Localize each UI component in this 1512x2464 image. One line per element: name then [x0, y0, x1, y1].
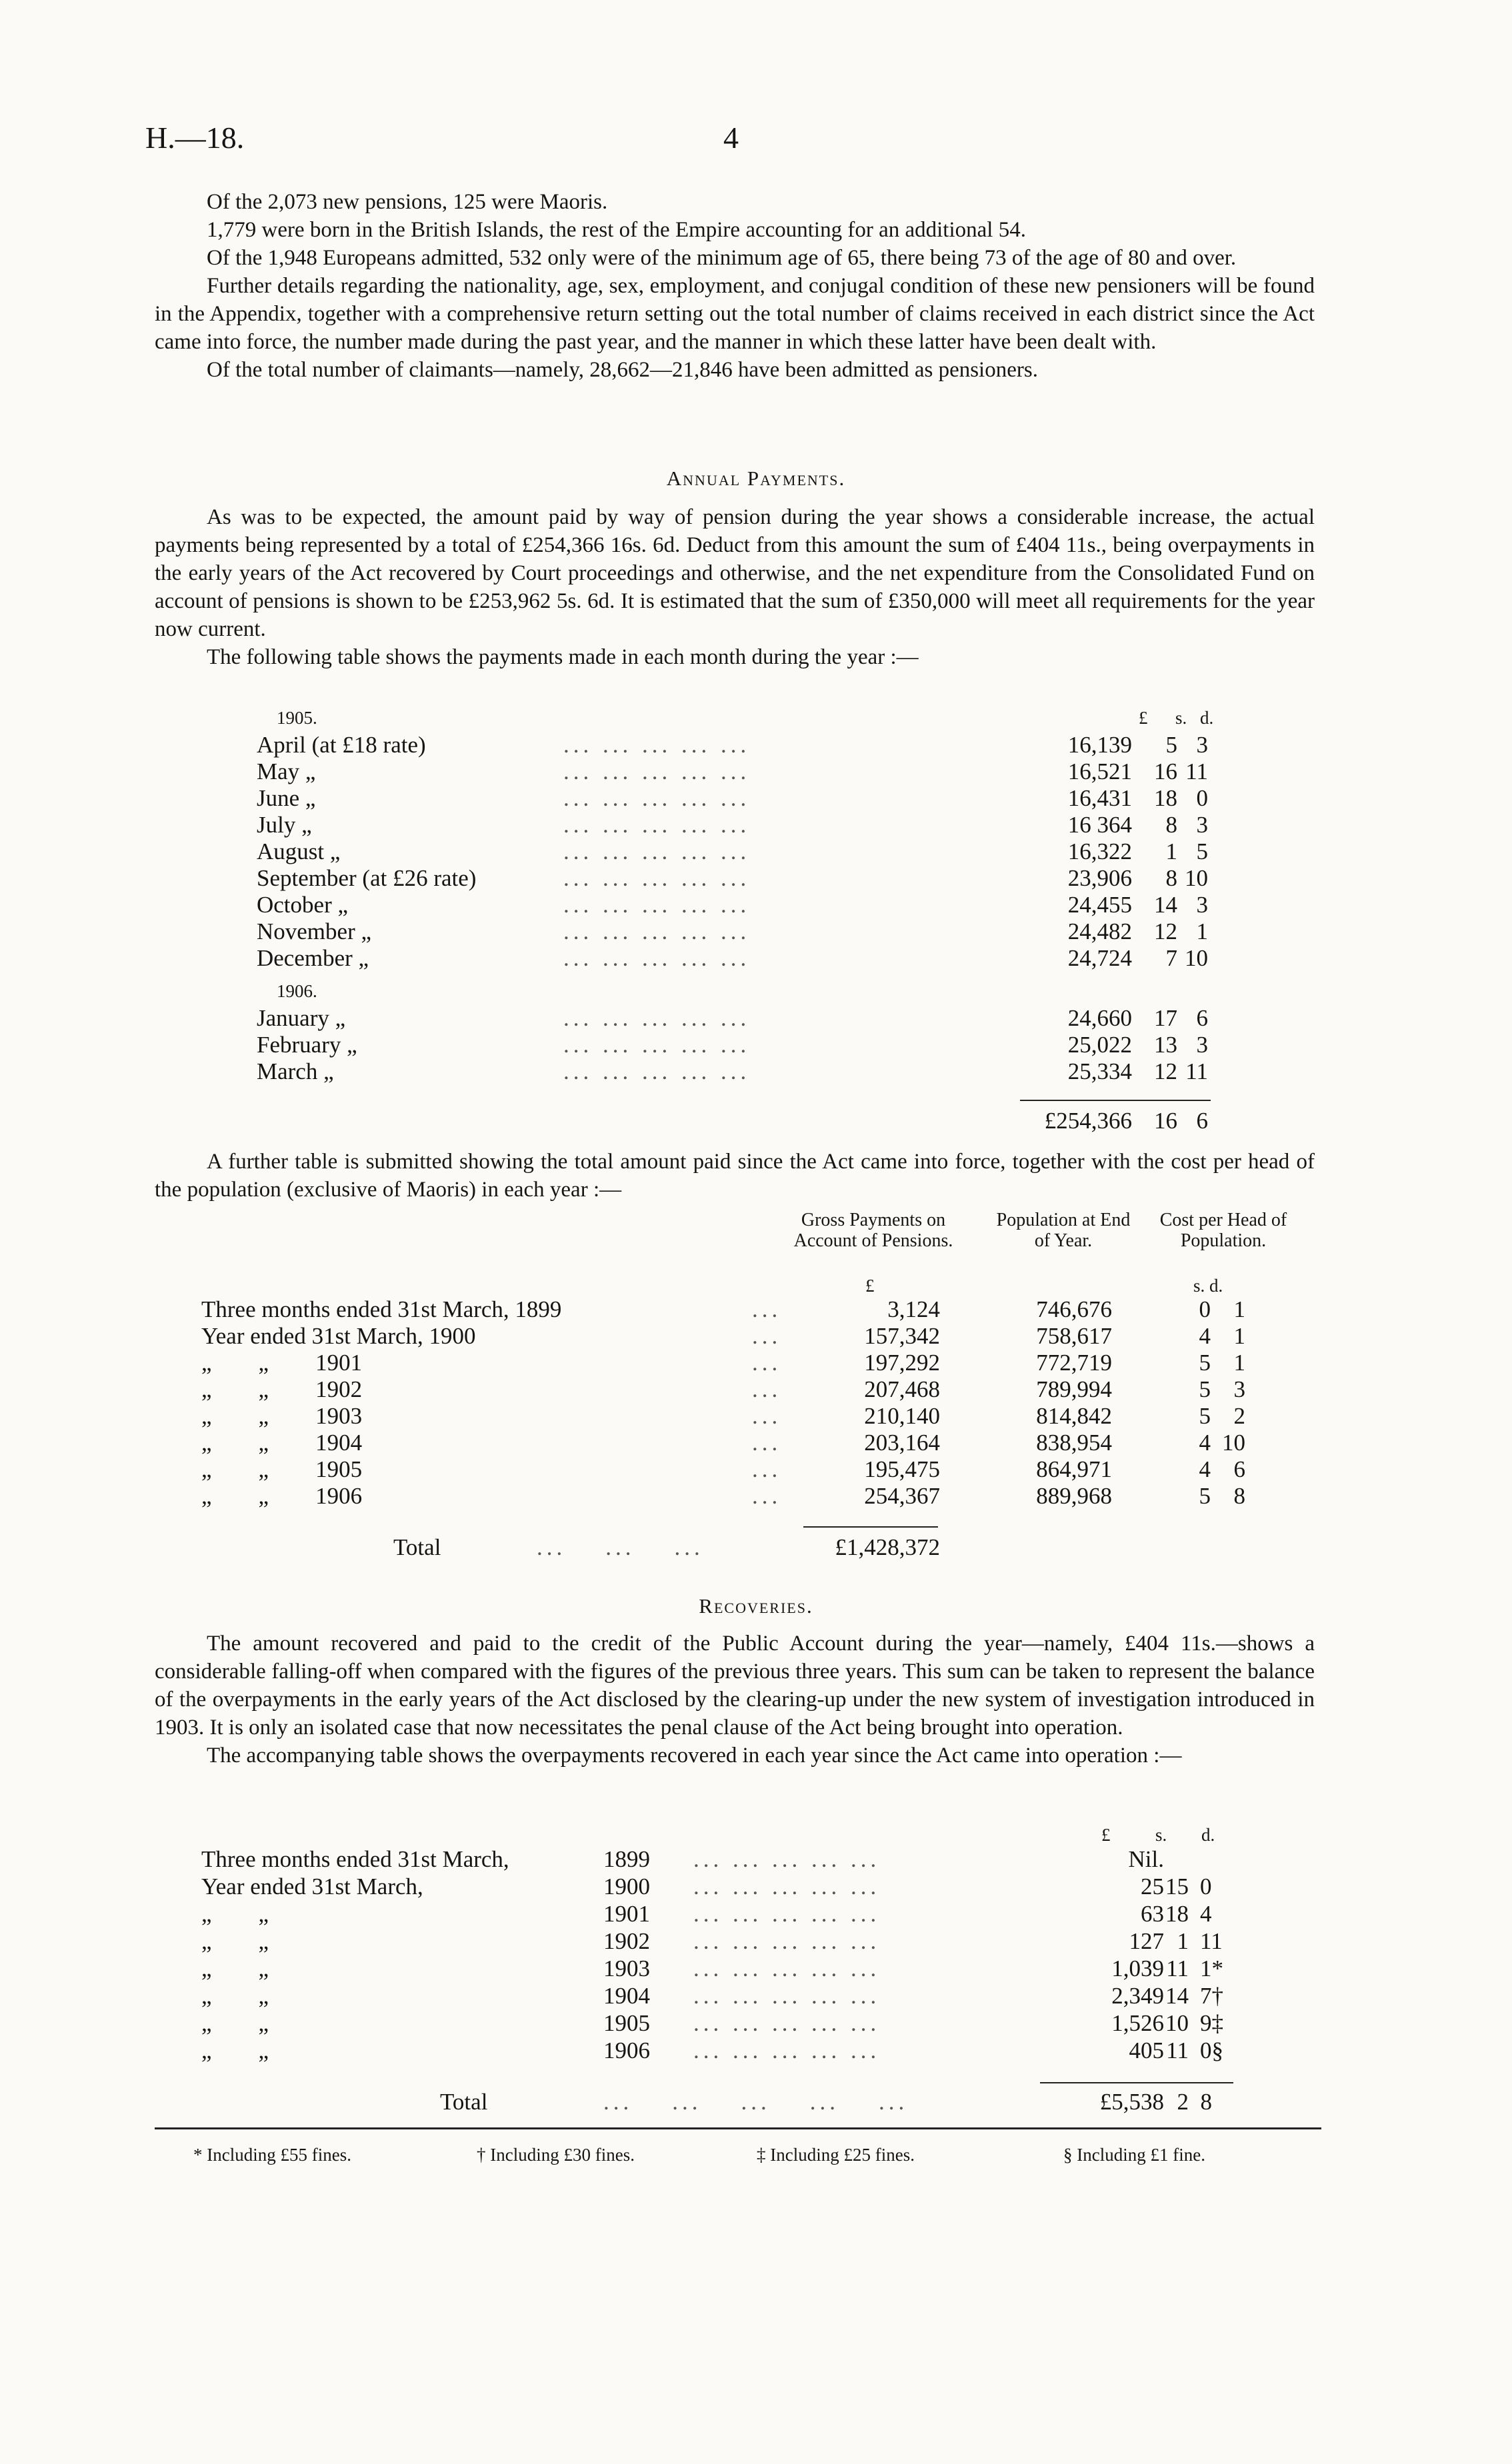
recovery-year: 1901 [603, 1901, 650, 1927]
per-head-total-label: Total [393, 1534, 441, 1560]
per-head-paragraph: A further table is submitted showing the total amount paid since the Act came into force, together with the cost per head of the population (exclusive of Maoris) in each year :— [155, 1150, 1315, 1202]
recovery-shillings: 14 [1165, 1983, 1189, 2009]
per-head-row [0, 1296, 1512, 1323]
footnote-rule [155, 2127, 1321, 2129]
month-pence: 10 [1185, 865, 1208, 891]
recoveries-paragraph: The accompanying table shows the overpayments recovered in each year since the Act came into operation :— [207, 1744, 1182, 1768]
month-pounds: 16,139 [1067, 732, 1132, 758]
recovery-shillings: 18 [1165, 1901, 1189, 1927]
total-rule [1020, 1100, 1211, 1101]
recovery-label: „ „ [201, 1955, 269, 1981]
dot-leader: ... ... ... ... ... [563, 865, 751, 891]
per-head-row [0, 1350, 1512, 1376]
recovery-label: Year ended 31st March, [201, 1873, 423, 1899]
cost-pence: 2 [1233, 1403, 1245, 1429]
month-shillings: 8 [1165, 865, 1177, 891]
dot-leader: ... ... ... ... ... [693, 1928, 881, 1954]
month-pounds: 16,521 [1067, 758, 1132, 784]
month-label: May „ [257, 758, 316, 784]
month-row [0, 732, 1512, 758]
col-pounds-header: £ [1139, 708, 1148, 728]
intro-paragraph: Of the total number of claimants—namely, 28,662—21,846 have been admitted as pensioners. [207, 358, 1038, 382]
month-row [0, 1005, 1512, 1032]
recovery-pence: 7† [1200, 1983, 1223, 2009]
month-shillings: 14 [1154, 892, 1177, 918]
recovery-pence: 1* [1200, 1955, 1223, 1981]
recoveries-title: Recoveries. [699, 1594, 813, 1618]
dot-leader: ... ... ... ... ... [693, 2010, 881, 2036]
dot-leader: ... ... ... ... ... [603, 2089, 909, 2115]
recoveries-text [155, 1630, 1315, 1770]
dot-leader: ... ... ... ... ... [563, 785, 751, 811]
col-shillings-header: s. [1175, 708, 1187, 728]
dot-leader: ... ... ... ... ... [563, 1058, 751, 1084]
month-label: April (at £18 rate) [257, 732, 426, 758]
cost-shillings: 5 [1199, 1376, 1211, 1402]
recovery-row [0, 2010, 1512, 2037]
dot-leader: ... ... ... ... ... [563, 918, 751, 944]
dot-leader: ... [752, 1350, 782, 1376]
recovery-label: „ „ [201, 2037, 269, 2063]
recovery-pounds: 2,349 [1111, 1983, 1164, 2009]
recovery-label: Three months ended 31st March, [201, 1846, 509, 1872]
dot-leader: ... ... ... ... ... [563, 892, 751, 918]
month-pence: 3 [1196, 1032, 1208, 1058]
dot-leader: ... ... ... ... ... [563, 1005, 751, 1031]
dot-leader: ... ... ... ... ... [563, 732, 751, 758]
month-label: July „ [257, 812, 312, 838]
recovery-pounds: 25 [1141, 1873, 1164, 1899]
rec-total-shillings: 2 [1177, 2089, 1189, 2115]
population-value: 814,842 [1036, 1403, 1112, 1429]
per-head-row [0, 1323, 1512, 1350]
month-pence: 3 [1196, 732, 1208, 758]
month-pence: 3 [1196, 812, 1208, 838]
year-label-1906: 1906. [277, 981, 317, 1001]
recovery-pence: 9‡ [1200, 2010, 1223, 2036]
month-pounds: 25,022 [1067, 1032, 1132, 1058]
month-pence: 5 [1196, 838, 1208, 864]
month-shillings: 16 [1154, 758, 1177, 784]
month-shillings: 5 [1165, 732, 1177, 758]
cost-shillings: 4 [1199, 1456, 1211, 1482]
footnote: § Including £1 fine. [1063, 2145, 1205, 2165]
cost-shillings: 4 [1199, 1430, 1211, 1456]
month-pounds: 25,334 [1067, 1058, 1132, 1084]
month-label: September (at £26 rate) [257, 865, 477, 891]
population-value: 746,676 [1036, 1296, 1112, 1322]
month-shillings: 1 [1165, 838, 1177, 864]
per-head-label: „ „ 1904 [201, 1430, 363, 1456]
recovery-pounds: 405 [1129, 2037, 1164, 2063]
month-shillings: 12 [1154, 1058, 1177, 1084]
cost-pence: 3 [1233, 1376, 1245, 1402]
month-pence: 3 [1196, 892, 1208, 918]
population-value: 772,719 [1036, 1350, 1112, 1376]
gross-value: 210,140 [864, 1403, 940, 1429]
footnote: ‡ Including £25 fines. [757, 2145, 915, 2165]
rec-total-rule [1040, 2082, 1233, 2083]
annual-payments-text [155, 503, 1315, 671]
recovery-year: 1902 [603, 1928, 650, 1954]
month-shillings: 13 [1154, 1032, 1177, 1058]
dot-leader: ... [752, 1430, 782, 1456]
recovery-shillings: 1 [1177, 1928, 1189, 1954]
population-value: 889,968 [1036, 1483, 1112, 1509]
month-shillings: 7 [1165, 945, 1177, 971]
rec-col-pounds: £ [1101, 1825, 1111, 1845]
dot-leader: ... [752, 1403, 782, 1429]
month-pence: 1 [1196, 918, 1208, 944]
recovery-shillings: 10 [1165, 2010, 1189, 2036]
cost-per-head-header: Cost per Head of Population. [1159, 1210, 1287, 1251]
recovery-pence: 0 [1200, 1873, 1212, 1899]
cost-pence: 8 [1233, 1483, 1245, 1509]
per-head-total-value: £1,428,372 [835, 1534, 940, 1560]
dot-leader: ... ... ... [537, 1534, 704, 1560]
month-pounds: 24,724 [1067, 945, 1132, 971]
month-label: October „ [257, 892, 349, 918]
month-pounds: 24,482 [1067, 918, 1132, 944]
population-value: 838,954 [1036, 1430, 1112, 1456]
population-value: 758,617 [1036, 1323, 1112, 1349]
total-shillings: 16 [1154, 1108, 1177, 1134]
per-head-intro [155, 1148, 1315, 1204]
dot-leader: ... [752, 1483, 782, 1509]
recovery-row [0, 1846, 1512, 1873]
col-pence-header: d. [1200, 708, 1214, 728]
annual-payments-title: Annual Payments. [666, 467, 846, 490]
month-label: November „ [257, 918, 372, 944]
month-row [0, 812, 1512, 838]
month-pence: 10 [1185, 945, 1208, 971]
recovery-pounds: 1,039 [1111, 1955, 1164, 1981]
month-label: February „ [257, 1032, 357, 1058]
month-pence: 0 [1196, 785, 1208, 811]
cost-unit: s. d. [1193, 1276, 1223, 1296]
cost-shillings: 0 [1199, 1296, 1211, 1322]
recovery-label: „ „ [201, 2010, 269, 2036]
month-pounds: 23,906 [1067, 865, 1132, 891]
recoveries-paragraph: The amount recovered and paid to the credit of the Public Account during the year—namely, £404 11s.—shows a considerable falling-off when compared with the figures of the previous three years. This sum can be taken to represent the balance of the overpayments in the early years of the Act disclosed by the clearing-up under the new system of investigation introduced in 1903. It is only an isolated case that now necessitates the penal clause of the Act being brought into operation. [155, 1632, 1315, 1740]
recovery-row [0, 1955, 1512, 1982]
month-label: June „ [257, 785, 316, 811]
cost-shillings: 4 [1199, 1323, 1211, 1349]
per-head-label: Three months ended 31st March, 1899 [201, 1296, 562, 1322]
dot-leader: ... ... ... ... ... [693, 1901, 881, 1927]
month-pounds: 24,455 [1067, 892, 1132, 918]
gross-value: 203,164 [864, 1430, 940, 1456]
recovery-pounds: 1,526 [1111, 2010, 1164, 2036]
recovery-pence: 0§ [1200, 2037, 1223, 2063]
month-row [0, 1032, 1512, 1058]
per-head-row [0, 1376, 1512, 1403]
dot-leader: ... ... ... ... ... [563, 812, 751, 838]
dot-leader: ... ... ... ... ... [563, 1032, 751, 1058]
month-label: August „ [257, 838, 341, 864]
annual-payments-paragraph: The following table shows the payments made in each month during the year :— [207, 645, 919, 669]
rec-total-row [0, 2089, 1512, 2115]
month-row [0, 892, 1512, 918]
month-pence: 11 [1185, 758, 1208, 784]
recovery-year: 1899 [603, 1846, 650, 1872]
dot-leader: ... ... ... ... ... [693, 1846, 881, 1872]
recovery-label: „ „ [201, 1983, 269, 2009]
month-row [0, 785, 1512, 812]
dot-leader: ... [752, 1376, 782, 1402]
recovery-year: 1903 [603, 1955, 650, 1981]
gross-value: 207,468 [864, 1376, 940, 1402]
month-label: March „ [257, 1058, 334, 1084]
recovery-pence: 4 [1200, 1901, 1212, 1927]
month-pence: 11 [1185, 1058, 1208, 1084]
per-head-total-rule [803, 1526, 938, 1528]
gross-payments-header: Gross Payments on Account of Pensions. [793, 1210, 953, 1251]
dot-leader: ... ... ... ... ... [563, 945, 751, 971]
rec-total-label: Total [440, 2089, 488, 2115]
month-pence: 6 [1196, 1005, 1208, 1031]
footnote: * Including £55 fines. [193, 2145, 351, 2165]
per-head-label: „ „ 1905 [201, 1456, 363, 1482]
dot-leader: ... ... ... ... ... [563, 838, 751, 864]
per-head-label: „ „ 1906 [201, 1483, 363, 1509]
recovery-pounds: Nil. [1128, 1846, 1164, 1872]
intro-section [155, 188, 1315, 384]
per-head-row [0, 1430, 1512, 1456]
dot-leader: ... ... ... ... ... [693, 1873, 881, 1899]
dot-leader: ... ... ... ... ... [693, 1983, 881, 2009]
cost-shillings: 5 [1199, 1350, 1211, 1376]
cost-pence: 1 [1233, 1296, 1245, 1322]
month-shillings: 18 [1154, 785, 1177, 811]
recovery-shillings: 11 [1166, 1955, 1189, 1981]
recovery-pence: 11 [1200, 1928, 1223, 1954]
cost-pence: 10 [1222, 1430, 1245, 1456]
population-value: 864,971 [1036, 1456, 1112, 1482]
per-head-label: „ „ 1901 [201, 1350, 363, 1376]
gross-value: 195,475 [864, 1456, 940, 1482]
month-shillings: 8 [1165, 812, 1177, 838]
recovery-year: 1905 [603, 2010, 650, 2036]
cost-pence: 1 [1233, 1350, 1245, 1376]
per-head-label: „ „ 1903 [201, 1403, 363, 1429]
per-head-row [0, 1483, 1512, 1510]
recovery-row [0, 1928, 1512, 1955]
recovery-year: 1906 [603, 2037, 650, 2063]
gross-value: 157,342 [864, 1323, 940, 1349]
dot-leader: ... [752, 1323, 782, 1349]
recovery-shillings: 15 [1165, 1873, 1189, 1899]
total-pence: 6 [1196, 1108, 1208, 1134]
month-row [0, 945, 1512, 972]
month-shillings: 12 [1154, 918, 1177, 944]
month-pounds: 16,431 [1067, 785, 1132, 811]
month-shillings: 17 [1154, 1005, 1177, 1031]
dot-leader: ... ... ... ... ... [693, 2037, 881, 2063]
month-pounds: 16,322 [1067, 838, 1132, 864]
dot-leader: ... ... ... ... ... [563, 758, 751, 784]
month-label: January „ [257, 1005, 346, 1031]
population-value: 789,994 [1036, 1376, 1112, 1402]
gross-value: 254,367 [864, 1483, 940, 1509]
cost-shillings: 5 [1199, 1483, 1211, 1509]
per-head-label: Year ended 31st March, 1900 [201, 1323, 476, 1349]
per-head-total-row [0, 1534, 1512, 1561]
gross-value: 197,292 [864, 1350, 940, 1376]
intro-paragraph: Of the 2,073 new pensions, 125 were Maoris. [207, 190, 608, 214]
recovery-year: 1904 [603, 1983, 650, 2009]
population-header: Population at End of Year. [996, 1210, 1131, 1251]
total-pounds: £254,366 [1044, 1108, 1132, 1134]
per-head-row [0, 1456, 1512, 1483]
recovery-pounds: 63 [1141, 1901, 1164, 1927]
gross-value: 3,124 [887, 1296, 940, 1322]
recovery-year: 1900 [603, 1873, 650, 1899]
month-row [0, 758, 1512, 785]
month-pounds: 16 364 [1067, 812, 1132, 838]
recovery-row [0, 2037, 1512, 2064]
recovery-row [0, 1873, 1512, 1900]
rec-col-shillings: s. [1155, 1825, 1167, 1845]
recovery-label: „ „ [201, 1901, 269, 1927]
annual-payments-paragraph: As was to be expected, the amount paid by way of pension during the year shows a considerable increase, the actual payments being represented by a total of £254,366 16s. 6d. Deduct from this amount the sum of £404 11s., being overpayments in the early years of the Act recovered by Court proceedings and otherwise, and the net expenditure from the Consolidated Fund on account of pensions is shown to be £253,962 5s. 6d. It is estimated that the sum of £350,000 will meet all requirements for the year now current. [155, 505, 1315, 641]
intro-paragraph: Further details regarding the nationality, age, sex, employment, and conjugal condition of these new pensioners will be found in the Appendix, together with a comprehensive return setting out the total number of claims received in each district since the Act came into force, the number made during the past year, and the manner in which these latter have been dealt with. [155, 274, 1315, 354]
rec-total-pence: 8 [1200, 2089, 1212, 2115]
dot-leader: ... ... ... ... ... [693, 1955, 881, 1981]
intro-paragraph: Of the 1,948 Europeans admitted, 532 only were of the minimum age of 65, there being 73 of the age of 80 and over. [207, 246, 1237, 270]
dot-leader: ... [752, 1296, 782, 1322]
month-row [0, 1058, 1512, 1085]
cost-pence: 6 [1233, 1456, 1245, 1482]
year-label-1905: 1905. [277, 708, 317, 728]
monthly-total-row [0, 1108, 1512, 1134]
gross-unit: £ [865, 1276, 875, 1296]
month-row [0, 865, 1512, 892]
per-head-label: „ „ 1902 [201, 1376, 363, 1402]
month-row [0, 918, 1512, 945]
per-head-row [0, 1403, 1512, 1430]
recovery-pounds: 127 [1129, 1928, 1164, 1954]
cost-shillings: 5 [1199, 1403, 1211, 1429]
recovery-row [0, 1983, 1512, 2009]
dot-leader: ... [752, 1456, 782, 1482]
recovery-label: „ „ [201, 1928, 269, 1954]
month-label: December „ [257, 945, 369, 971]
intro-paragraph: 1,779 were born in the British Islands, the rest of the Empire accounting for an additional 54. [207, 218, 1026, 242]
rec-col-pence: d. [1201, 1825, 1215, 1845]
month-row [0, 838, 1512, 865]
page-number: 4 [723, 121, 739, 155]
cost-pence: 1 [1233, 1323, 1245, 1349]
recovery-row [0, 1901, 1512, 1927]
rec-total-pounds: £5,538 [1099, 2089, 1164, 2115]
recovery-shillings: 11 [1166, 2037, 1189, 2063]
month-pounds: 24,660 [1067, 1005, 1132, 1031]
document-id: H.—18. [145, 121, 245, 155]
footnote: † Including £30 fines. [477, 2145, 635, 2165]
